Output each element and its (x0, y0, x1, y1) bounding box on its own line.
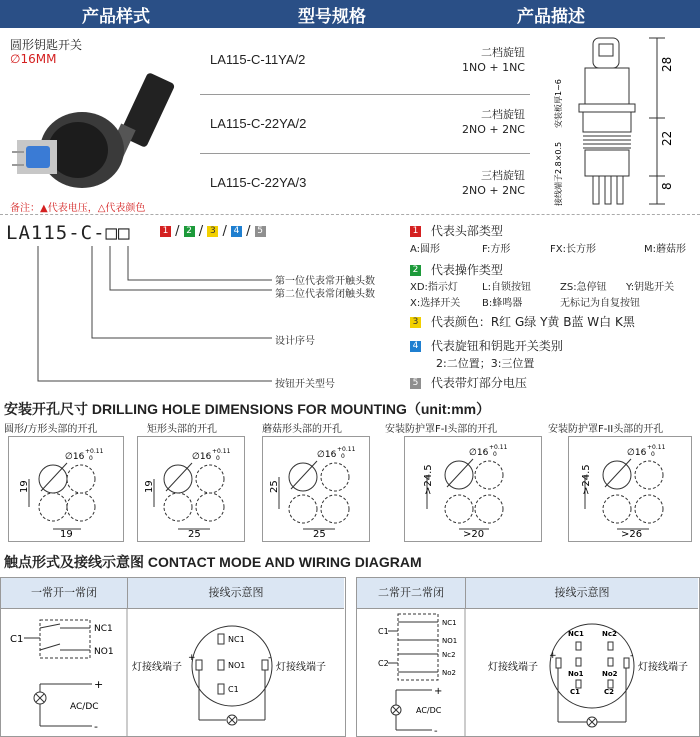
model-code: LA115-C-□□ (6, 222, 131, 244)
dim-plate: 安装板厚1~6 (554, 79, 563, 128)
svg-text:19: 19 (60, 529, 73, 540)
model-3: LA115-C-22YA/3 (210, 175, 307, 190)
svg-text:灯接线端子: 灯接线端子 (488, 662, 538, 673)
svg-text:-: - (94, 720, 98, 733)
svg-text:No1: No1 (568, 670, 584, 678)
right-wiring-label: 接线示意图 (466, 578, 698, 609)
dim-22: 22 (660, 130, 674, 146)
svg-text:19: 19 (144, 480, 155, 493)
legend-1-sub: A:圆形 F:方形 FX:长方形 M:蘑菇形 (410, 244, 686, 255)
legend-2-sub2: X:选择开关 B:蜂鸣器 无标记为自复按钮 (410, 298, 640, 309)
legend-4-sub: 2:二位置；3:三位置 (436, 357, 535, 370)
svg-text:-: - (630, 651, 634, 661)
svg-text:Nc2: Nc2 (442, 651, 456, 659)
svg-text:+0.11: +0.11 (489, 444, 508, 451)
svg-text:灯接线端子: 灯接线端子 (276, 662, 326, 673)
drill-caption-5: 安装防护罩F-II头部的开孔 (548, 424, 664, 435)
left-mode-label: 一常开一常闭 (1, 578, 128, 609)
svg-text:>24.5: >24.5 (581, 464, 592, 495)
svg-text:No2: No2 (442, 669, 456, 677)
svg-text:NC1: NC1 (228, 635, 245, 644)
svg-text:25: 25 (269, 480, 280, 493)
svg-text:NC1: NC1 (442, 619, 457, 627)
svg-text:AC/DC: AC/DC (416, 706, 442, 715)
divider (200, 94, 530, 95)
dim-8: 8 (660, 182, 674, 190)
drill-hole-diagram-2 (137, 436, 245, 542)
svg-text:NC1: NC1 (568, 630, 584, 638)
svg-text:0: 0 (651, 451, 655, 458)
svg-text:C2: C2 (378, 659, 389, 668)
svg-text:NO1: NO1 (228, 661, 246, 670)
svg-text:+: + (188, 653, 196, 663)
left-wiring-diagram (0, 608, 344, 736)
model-1: LA115-C-11YA/2 (210, 52, 306, 67)
svg-text:∅16: ∅16 (192, 452, 212, 462)
header-model-spec: 型号规格 (298, 7, 366, 27)
legend-2-sub: XD:指示灯 L:自锁按钮 ZS:急停钮 Y:钥匙开关 (410, 282, 675, 293)
legend-3: 3 代表颜色：R红 G绿 Y黄 B蓝 W白 K黑 (410, 313, 635, 330)
key-switch-photo (12, 70, 192, 195)
divider (200, 153, 530, 154)
svg-text:-: - (268, 653, 272, 663)
drill-caption-3: 蘑菇形头部的开孔 (262, 424, 342, 435)
svg-text:25: 25 (188, 529, 201, 540)
svg-text:>20: >20 (463, 529, 485, 540)
svg-text:0: 0 (216, 455, 220, 462)
svg-text:∅16: ∅16 (627, 448, 647, 458)
svg-text:+0.11: +0.11 (212, 448, 231, 455)
svg-text:NO1: NO1 (94, 647, 114, 657)
svg-text:NC1: NC1 (94, 624, 113, 634)
drill-hole-diagram-4 (404, 436, 542, 542)
svg-text:19: 19 (19, 480, 30, 493)
right-mode-label: 二常开二常闭 (357, 578, 466, 609)
svg-text:AC/DC: AC/DC (70, 702, 99, 712)
legend-2: 2 代表操作类型 (410, 261, 503, 278)
svg-text:>26: >26 (621, 529, 643, 540)
section-divider (0, 214, 700, 215)
svg-text:+0.11: +0.11 (647, 444, 666, 451)
dim-28: 28 (660, 56, 674, 72)
drill-caption-1: 圆形/方形头部的开孔 (4, 424, 98, 435)
svg-text:Nc2: Nc2 (602, 630, 617, 638)
model-3-desc: 三档旋钮 2NO + 2NC (461, 169, 525, 197)
svg-text:+: + (434, 686, 443, 697)
svg-text:+0.11: +0.11 (85, 448, 104, 455)
legend-4: 4 代表旋钮和钥匙开关类别 (410, 337, 563, 354)
svg-text:0: 0 (341, 453, 345, 460)
annot-nc: 第二位代表常闭触头数 (275, 289, 375, 300)
svg-text:∅16: ∅16 (317, 450, 337, 460)
svg-text:C1: C1 (570, 688, 581, 696)
legend-5: 5 代表带灯部分电压 (410, 374, 527, 391)
drill-hole-diagram-3 (262, 436, 370, 542)
svg-text:∅16: ∅16 (65, 452, 85, 462)
svg-text:C1: C1 (228, 685, 239, 694)
svg-text:∅16: ∅16 (469, 448, 489, 458)
right-wiring-diagram (356, 608, 698, 736)
svg-text:0: 0 (493, 451, 497, 458)
svg-text:+: + (94, 678, 104, 691)
svg-text:0: 0 (89, 455, 93, 462)
left-wiring-label: 接线示意图 (128, 578, 344, 609)
header-product-desc: 产品描述 (517, 7, 585, 27)
dimension-drawing (545, 30, 695, 215)
product-note: 备注：▲代表电压，△代表颜色 (10, 203, 146, 214)
svg-text:C1: C1 (10, 634, 24, 645)
drill-hole-diagram-5 (568, 436, 692, 542)
drill-hole-diagram-1 (8, 436, 124, 542)
product-size: ∅16MM (10, 52, 57, 66)
header-product-style: 产品样式 (82, 7, 150, 27)
annot-design: 设计序号 (275, 336, 315, 347)
svg-text:灯接线端子: 灯接线端子 (132, 662, 182, 673)
model-2-desc: 二档旋钮 2NO + 2NC (461, 108, 525, 136)
drill-caption-4: 安装防护罩F-I头部的开孔 (385, 424, 498, 435)
drill-caption-2: 矩形头部的开孔 (147, 424, 217, 435)
drill-title: 安装开孔尺寸 DRILLING HOLE DIMENSIONS FOR MOUNTING（unit:mm） (4, 401, 491, 417)
svg-text:NO1: NO1 (442, 637, 458, 645)
contact-title: 触点形式及接线示意图 CONTACT MODE AND WIRING DIAGRAM (4, 554, 422, 570)
svg-text:25: 25 (313, 529, 326, 540)
annot-no: 第一位代表常开触头数 (275, 276, 375, 287)
annot-type: 按钮开关型号 (275, 379, 335, 390)
legend-1: 1 代表头部类型 (410, 222, 503, 239)
header-bar (0, 0, 700, 28)
svg-text:>24.5: >24.5 (423, 464, 434, 495)
svg-text:No2: No2 (602, 670, 618, 678)
model-2: LA115-C-22YA/2 (210, 116, 307, 131)
svg-text:+: + (549, 651, 557, 661)
code-part-squares: 1 / 2 / 3 / 4 / 5 (160, 224, 266, 239)
svg-text:C2: C2 (604, 688, 615, 696)
product-name: 圆形钥匙开关 (10, 38, 83, 52)
code-leader-lines (0, 244, 280, 384)
model-1-desc: 二档旋钮 1NO + 1NC (461, 46, 525, 74)
svg-text:灯接线端子: 灯接线端子 (638, 662, 688, 673)
dim-pin: 接线端子2.8×0.5 (554, 141, 563, 206)
svg-text:C1: C1 (378, 627, 389, 636)
svg-text:+0.11: +0.11 (337, 446, 356, 453)
svg-text:-: - (434, 726, 438, 736)
